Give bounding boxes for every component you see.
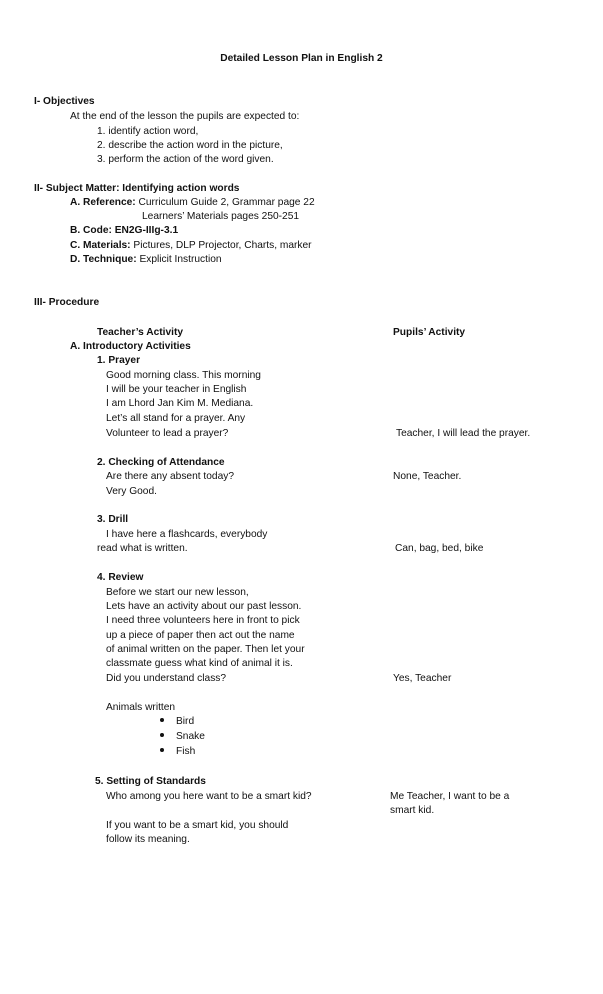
technique-line [70, 252, 222, 267]
objective-item: 3. perform the action of the word given. [97, 154, 274, 165]
objectives-heading: I- Objectives [34, 96, 95, 107]
animal-list-item [160, 744, 195, 759]
attendance-heading: 2. Checking of Attendance [97, 457, 225, 468]
review-line: up a piece of paper then act out the name [106, 630, 295, 641]
bullet-icon [160, 718, 164, 722]
pupil-activity-column-header: Pupils’ Activity [393, 327, 466, 338]
attendance-pupil-response: None, Teacher. [393, 471, 462, 482]
reference-value: Curriculum Guide 2, Grammar page 22 [138, 197, 315, 208]
standards-line: If you want to be a smart kid, you should [106, 820, 289, 831]
prayer-pupil-response: Teacher, I will lead the prayer. [396, 428, 531, 439]
prayer-line: Good morning class. This morning [106, 370, 261, 381]
materials-value: Pictures, DLP Projector, Charts, marker [133, 240, 312, 251]
objective-item: 1. identify action word, [97, 126, 199, 137]
bullet-icon [160, 748, 164, 752]
review-line: of animal written on the paper. Then let your [106, 644, 305, 655]
review-line: Before we start our new lesson, [106, 587, 249, 598]
review-line: I need three volunteers here in front to pick [106, 615, 300, 626]
prayer-line: Let’s all stand for a prayer. Any [106, 413, 246, 424]
animal-list-item [160, 729, 205, 744]
animal-list-item [160, 714, 194, 729]
review-line: Did you understand class? [106, 673, 227, 684]
review-line: classmate guess what kind of animal it is. [106, 658, 293, 669]
procedure-heading: III- Procedure [34, 297, 100, 308]
prayer-heading: 1. Prayer [97, 355, 141, 366]
code-line: B. Code: EN2G-IIIg-3.1 [70, 225, 179, 236]
reference-value-2: Learners’ Materials pages 250-251 [142, 211, 300, 222]
prayer-line: Volunteer to lead a prayer? [106, 428, 229, 439]
technique-value: Explicit Instruction [139, 254, 222, 265]
animals-label: Animals written [106, 702, 176, 713]
standards-line: Who among you here want to be a smart kid? [106, 791, 312, 802]
materials-label: C. Materials: [70, 240, 131, 251]
animal-name: Fish [176, 746, 196, 757]
review-pupil-response: Yes, Teacher [393, 673, 452, 684]
standards-pupil-response: smart kid. [390, 805, 435, 816]
animal-name: Bird [176, 716, 195, 727]
reference-line [70, 195, 315, 210]
drill-pupil-response: Can, bag, bed, bike [395, 543, 484, 554]
attendance-line: Are there any absent today? [106, 471, 234, 482]
document-title: Detailed Lesson Plan in English 2 [220, 53, 383, 64]
subject-matter-heading: II- Subject Matter: Identifying action words [34, 183, 240, 194]
drill-line: I have here a flashcards, everybody [106, 529, 268, 540]
drill-heading: 3. Drill [97, 514, 129, 525]
standards-heading: 5. Setting of Standards [95, 776, 206, 787]
prayer-line: I am Lhord Jan Kim M. Mediana. [106, 398, 254, 409]
attendance-line: Very Good. [106, 486, 157, 497]
bullet-icon [160, 733, 164, 737]
reference-label: A. Reference: [70, 197, 136, 208]
objectives-intro: At the end of the lesson the pupils are expected to: [70, 111, 300, 122]
standards-pupil-response: Me Teacher, I want to be a [390, 791, 510, 802]
standards-line: follow its meaning. [106, 834, 190, 845]
introductory-activities-heading: A. Introductory Activities [70, 341, 191, 352]
objective-item: 2. describe the action word in the picture, [97, 140, 283, 151]
teacher-activity-column-header: Teacher’s Activity [97, 327, 184, 338]
prayer-line: I will be your teacher in English [106, 384, 247, 395]
drill-line: read what is written. [97, 543, 188, 554]
review-heading: 4. Review [97, 572, 144, 583]
review-line: Lets have an activity about our past lesson. [106, 601, 302, 612]
materials-line [70, 238, 312, 253]
technique-label: D. Technique: [70, 254, 137, 265]
animal-name: Snake [176, 731, 205, 742]
